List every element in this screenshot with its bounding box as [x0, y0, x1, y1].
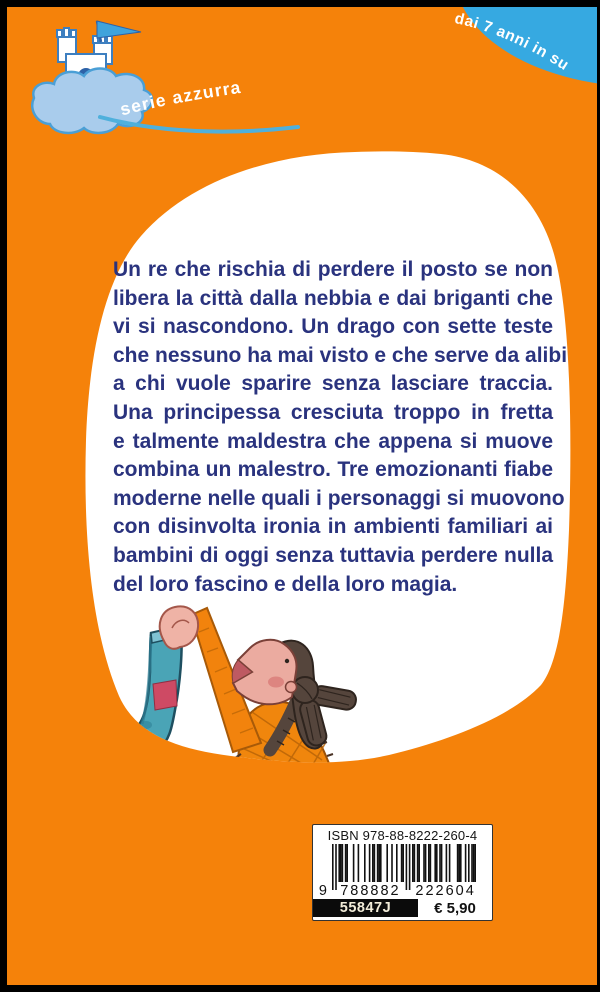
collection-code: 55847J	[313, 899, 418, 917]
ear	[286, 682, 297, 693]
blurb	[113, 256, 568, 599]
blurb-line: vi si nascondono. Un drago con sette teste	[113, 315, 553, 339]
svg-text:9: 9	[318, 883, 329, 898]
series-label: serie azzurra	[117, 76, 243, 120]
eye	[285, 659, 289, 663]
blurb-line: moderne nelle quali i personaggi si muovono	[113, 486, 565, 510]
blurb-line: del loro fascino e della loro magia.	[113, 572, 458, 596]
blurb-line: che nessuno ha mai visto e che serve da alibi	[113, 343, 568, 367]
blurb-line: combina un malestro. Tre emozionanti fiabe	[113, 458, 553, 482]
blurb-line: e talmente maldestra che appena si muove	[113, 429, 553, 453]
blurb-line: con disinvolta ironia in ambienti familiari ai	[113, 515, 553, 539]
svg-text:788882: 788882	[339, 883, 401, 898]
code-price-row	[313, 899, 492, 917]
blurb-line: libera la città dalla nebbia e dai briganti che	[113, 286, 553, 310]
cover-page	[7, 7, 597, 985]
sock-red-patch	[153, 680, 177, 710]
blurb-line: Una principessa cresciuta troppo in fretta	[113, 400, 553, 424]
blurb-line: a chi vuole sparire senza lasciare traccia.	[113, 372, 553, 396]
blurb-line: bambini di oggi senza tuttavia perdere nulla	[113, 543, 553, 567]
barcode-box	[312, 824, 493, 921]
age-badge-label: dai 7 anni in su	[453, 10, 573, 75]
ean-barcode	[319, 844, 487, 898]
blurb-line: Un re che rischia di perdere il posto se non	[113, 258, 553, 281]
price: € 5,90	[418, 899, 492, 917]
isbn-label: ISBN 978-88-8222-260-4	[327, 828, 478, 843]
blush	[268, 677, 284, 688]
svg-text:222604: 222604	[414, 883, 476, 898]
